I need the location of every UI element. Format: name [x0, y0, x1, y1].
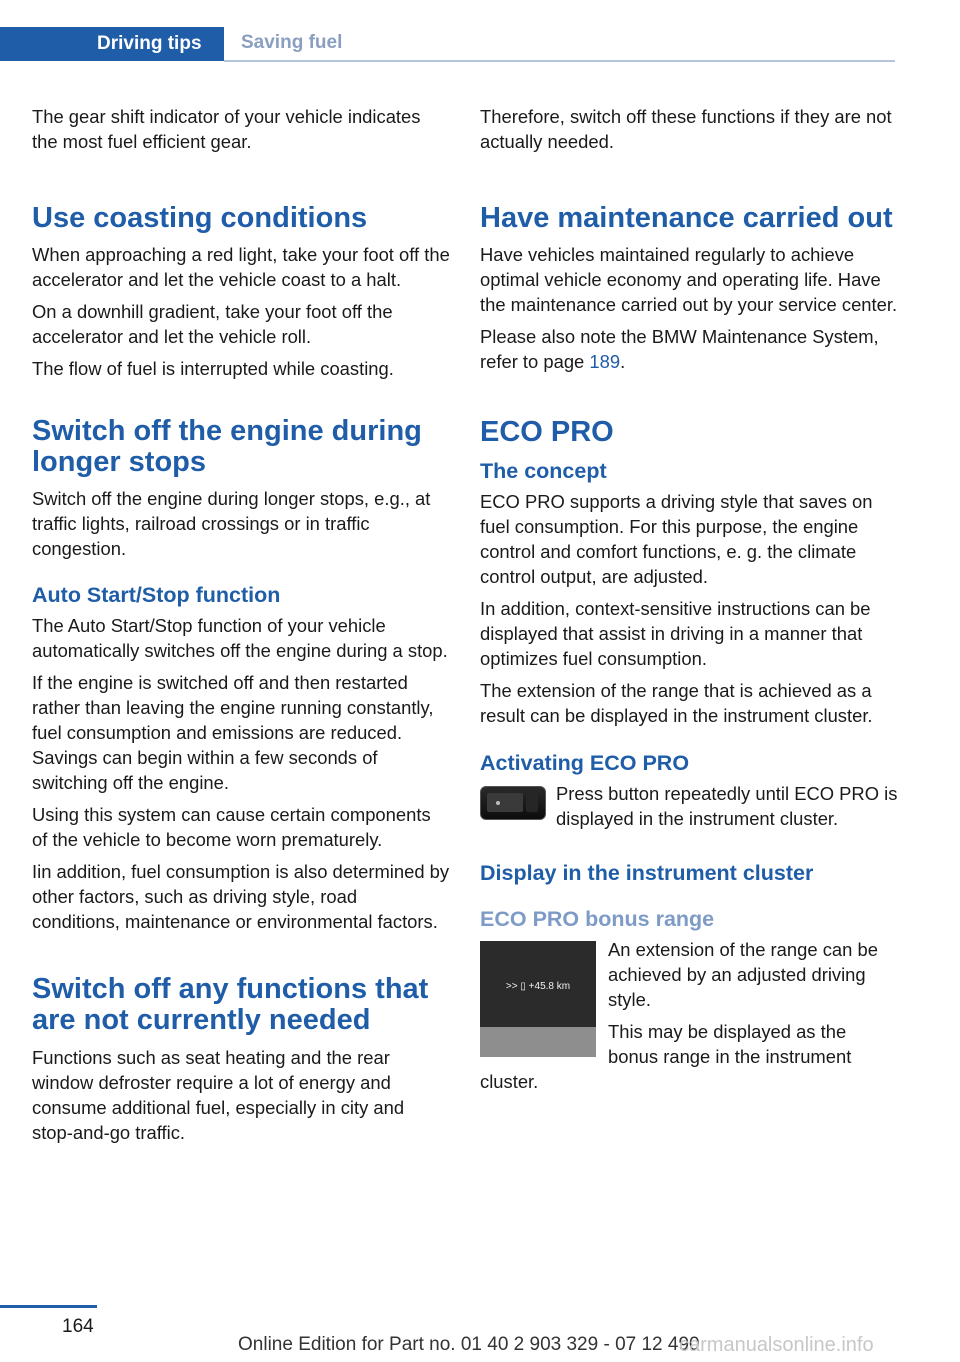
- bonus-range-block: [480, 937, 898, 1094]
- auto-start-stop-paragraph-3: Using this system can cause certain components of the vehicle to become worn prematurely.: [32, 804, 431, 850]
- activating-paragraph: Press button repeatedly until ECO PRO is displayed in the instrument cluster.: [556, 783, 898, 829]
- auto-start-stop-paragraph-2: If the engine is switched off and then restarted rather than leaving the engine running constantly, fuel consumption and emissions are reduced. Savings can begin within a few seconds of switching off the engine.: [32, 672, 434, 793]
- engine-off-heading: Switch off the engine during longer stops: [32, 415, 422, 478]
- driving-mode-button-icon: [480, 786, 546, 820]
- maintenance-paragraph-1: Have vehicles maintained regularly to achieve optimal vehicle economy and operating life. Have the maintenance carried out by your service center.: [480, 244, 898, 315]
- bonus-range-paragraph-2: This may be displayed as the bonus range in the instrument cluster.: [480, 1021, 852, 1092]
- page-number: 164: [62, 1316, 94, 1337]
- concept-paragraph-1: ECO PRO supports a driving style that saves on fuel consumption. For this purpose, the engine control and comfort functions, e. g. the climate control output, are adjusted.: [480, 491, 873, 587]
- page-reference-link[interactable]: 189: [589, 351, 621, 372]
- right-column: [480, 104, 898, 1101]
- display-heading: Display in the instrument cluster: [480, 861, 814, 885]
- header-rule: [224, 60, 895, 62]
- coasting-paragraph-3: The flow of fuel is interrupted while coasting.: [32, 358, 394, 379]
- header-section-label: Driving tips: [97, 33, 202, 54]
- coasting-paragraph-2: On a downhill gradient, take your foot off the accelerator and let the vehicle roll.: [32, 301, 393, 347]
- header-subsection-label: Saving fuel: [241, 32, 343, 53]
- functions-off-paragraph: Functions such as seat heating and the rear window defroster require a lot of energy and consume additional fuel, especially in city and stop-and-go traffic.: [32, 1047, 405, 1143]
- auto-start-stop-paragraph-4: Iin addition, fuel consumption is also determined by other factors, such as driving style, road conditions, maintenance or environmental factors.: [32, 861, 450, 932]
- bonus-range-heading: ECO PRO bonus range: [480, 907, 715, 931]
- left-column: [32, 104, 450, 1152]
- maintenance-text-end: .: [620, 351, 626, 372]
- functions-off-heading: Switch off any functions that are not currently needed: [32, 973, 429, 1036]
- coasting-paragraph-1: When approaching a red light, take your foot off the accelerator and let the vehicle coast to a halt.: [32, 244, 450, 290]
- eco-pro-heading: ECO PRO: [480, 416, 614, 448]
- watermark: carmanualsonline.info: [679, 1334, 874, 1356]
- gear-indicator-paragraph: The gear shift indicator of your vehicle indicates the most fuel efficient gear.: [32, 106, 421, 152]
- switch-off-paragraph: Therefore, switch off these functions if they are not actually needed.: [480, 106, 892, 152]
- footer-rule: [0, 1305, 97, 1308]
- instrument-cluster-image: [480, 941, 596, 1057]
- coasting-heading: Use coasting conditions: [32, 202, 368, 234]
- activating-heading: Activating ECO PRO: [480, 751, 690, 775]
- bonus-range-paragraph-1: An extension of the range can be achieved by an adjusted driving style.: [608, 939, 878, 1010]
- edition-note: Online Edition for Part no. 01 40 2 903 329 - 07 12 490: [238, 1334, 700, 1355]
- auto-start-stop-heading: Auto Start/Stop function: [32, 583, 281, 607]
- auto-start-stop-paragraph-1: The Auto Start/Stop function of your vehicle automatically switches off the engine during a stop.: [32, 615, 448, 661]
- maintenance-paragraph-2: [480, 324, 898, 374]
- concept-paragraph-3: The extension of the range that is achieved as a result can be displayed in the instrument cluster.: [480, 680, 873, 726]
- concept-paragraph-2: In addition, context-sensitive instructions can be displayed that assist in driving in a manner that optimizes fuel consumption.: [480, 598, 871, 669]
- maintenance-text: Please also note the BMW Maintenance System, refer to page: [480, 326, 879, 372]
- header-section-tab: [0, 27, 224, 61]
- concept-heading: The concept: [480, 459, 607, 483]
- activating-row: [480, 781, 898, 838]
- bonus-range-readout: >> ▯ +45.8 km: [505, 981, 571, 992]
- maintenance-heading: Have maintenance carried out: [480, 202, 893, 234]
- engine-off-paragraph: Switch off the engine during longer stops, e.g., at traffic lights, railroad crossings or in traffic congestion.: [32, 488, 431, 559]
